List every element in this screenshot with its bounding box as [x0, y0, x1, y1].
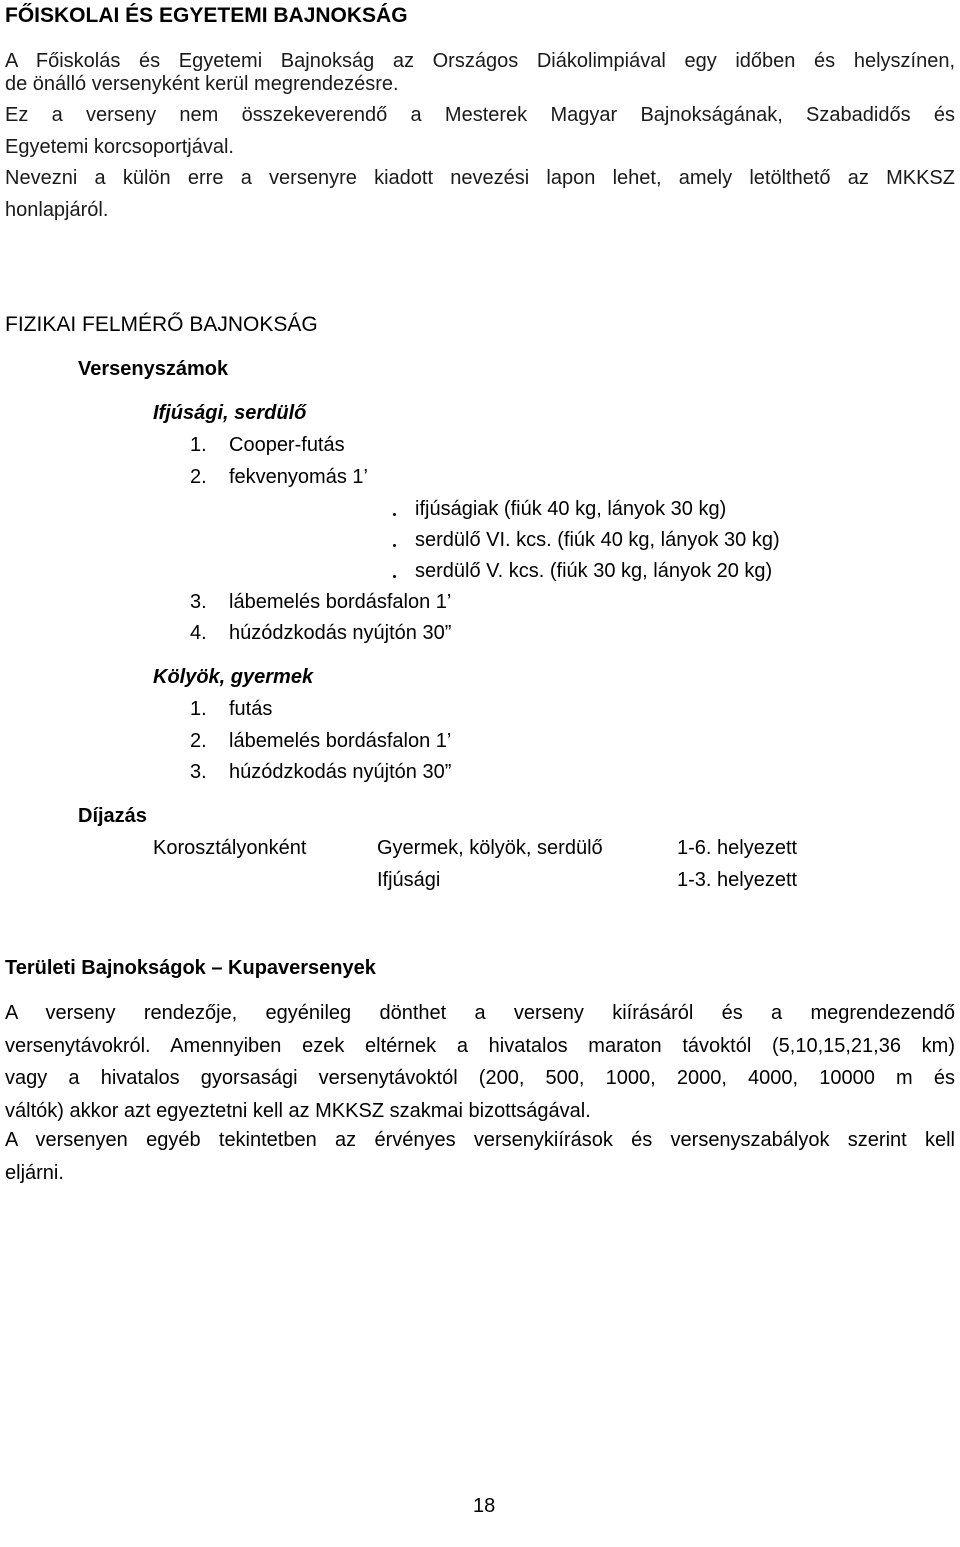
list-item-huzodzkodas: húzódzkodás nyújtón 30” [229, 761, 452, 783]
section1-paragraph [5, 46, 955, 226]
list-item-labemeles: lábemelés bordásfalon 1’ [229, 730, 452, 752]
dijazas-place: 1-6. helyezett [677, 837, 798, 859]
list-item-futas: futás [229, 698, 273, 720]
group-ifjusagi-serdulo-heading: Ifjúsági, serdülő [153, 402, 307, 424]
section-title-teruleti: Területi Bajnokságok – Kupaversenyek [5, 957, 376, 979]
list-item-number: 1. [190, 434, 207, 456]
list-item-number: 2. [190, 466, 207, 488]
section-title-fizikai: FIZIKAI FELMÉRŐ BAJNOKSÁG [5, 313, 318, 336]
versenyszamok-heading: Versenyszámok [78, 358, 229, 380]
paragraph-line: Ez a verseny nem összekeverendő a Mesterek Magyar Bajnokságának, Szabadidős és [5, 104, 955, 126]
sub-item-ifjusagiak: ifjúságiak (fiúk 40 kg, lányok 30 kg) [415, 498, 727, 520]
bullet-icon [393, 575, 396, 578]
paragraph-line: de önálló versenyként kerül megrendezésre. [5, 72, 399, 95]
bullet-icon [393, 544, 396, 547]
dijazas-heading: Díjazás [78, 805, 147, 827]
dijazas-place: 1-3. helyezett [677, 869, 798, 891]
dijazas-category: Ifjúsági [377, 869, 441, 891]
list-item-number: 2. [190, 730, 207, 752]
list-item-huzodzkodas: húzódzkodás nyújtón 30” [229, 622, 452, 644]
paragraph-line: A versenyen egyéb tekintetben az érvényes versenykiírások és versenyszabályok szerint kell [5, 1129, 955, 1151]
group-kolyok-gyermek-heading: Kölyök, gyermek [153, 666, 314, 688]
sub-item-serdulo-v: serdülő V. kcs. (fiúk 30 kg, lányok 20 kg) [415, 560, 773, 582]
paragraph-line: eljárni. [5, 1161, 64, 1184]
list-item-labemeles: lábemelés bordásfalon 1’ [229, 591, 452, 613]
paragraph-line: A verseny rendezője, egyénileg dönthet a verseny kiírásáról és a megrendezendő [5, 1002, 955, 1024]
list-item-number: 1. [190, 698, 207, 720]
paragraph-line: vagy a hivatalos gyorsasági versenytávoktól (200, 500, 1000, 2000, 4000, 10000 m és [5, 1067, 955, 1089]
paragraph-line: Egyetemi korcsoportjával. [5, 135, 234, 158]
list-item-number: 3. [190, 591, 207, 613]
list-item-number: 3. [190, 761, 207, 783]
paragraph-line: váltók) akkor azt egyeztetni kell az MKKSZ szakmai bizottságával. [5, 1099, 591, 1122]
list-item-number: 4. [190, 622, 207, 644]
section3-paragraph-2 [5, 1124, 955, 1189]
paragraph-line: A Főiskolás és Egyetemi Bajnokság az Országos Diákolimpiával egy időben és helyszínen, [5, 50, 955, 72]
list-item-fekvenyomas: fekvenyomás 1’ [229, 466, 368, 488]
paragraph-line: versenytávokról. Amennyiben ezek eltérnek a hivatalos maraton távoktól (5,10,15,21,36 km) [5, 1034, 955, 1057]
paragraph-line: Nevezni a külön erre a versenyre kiadott nevezési lapon lehet, amely letölthető az MKKSZ [5, 167, 955, 189]
page-number: 18 [473, 1495, 496, 1517]
dijazas-category: Gyermek, kölyök, serdülő [377, 837, 603, 859]
bullet-icon [393, 513, 396, 516]
section-title-foiskolai: FŐISKOLAI ÉS EGYETEMI BAJNOKSÁG [5, 4, 408, 27]
dijazas-korosztalyonkent: Korosztályonként [153, 837, 307, 859]
section3-paragraph [5, 997, 955, 1127]
list-item-cooper: Cooper-futás [229, 434, 345, 456]
paragraph-line: honlapjáról. [5, 198, 109, 221]
sub-item-serdulo-vi: serdülő VI. kcs. (fiúk 40 kg, lányok 30 kg) [415, 529, 780, 551]
